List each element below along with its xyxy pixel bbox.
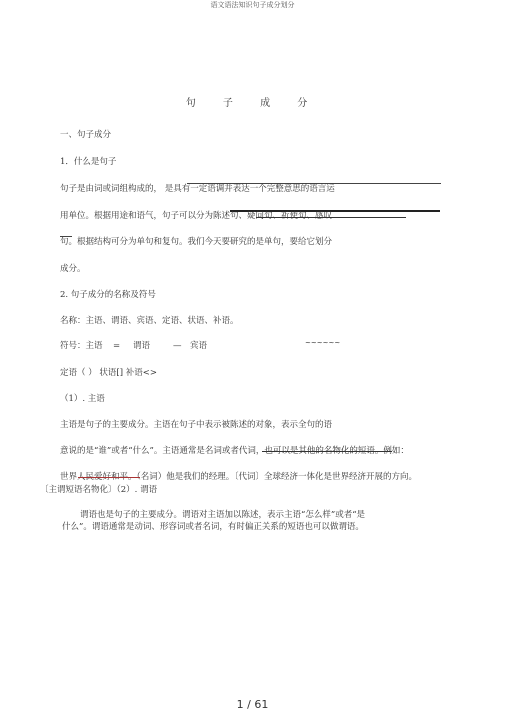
subsection-heading-1: 1．什么是句子 — [60, 157, 117, 167]
paragraph-3-line-1: 谓语也是句子的主要成分。谓语对主语加以陈述，表示主语“怎么样”或者“是 — [80, 510, 366, 520]
paragraph-2-line-4: 〔主谓短语名物化〕（2）. 谓语 — [40, 485, 158, 495]
predicate-symbol: — — [173, 341, 182, 351]
paragraph-3-line-2: 什么”。谓语通常是动词、形容词或者名词，有时偏正关系的短语也可以做谓语。 — [62, 522, 364, 532]
component-names: 名称：主语、谓语、宾语、定语、状语、补语。 — [60, 316, 239, 326]
subject-symbol: = — [113, 341, 121, 351]
paragraph-2-line-1: 主语是句子的主要成分。主语在句子中表示被陈述的对象，表示全句的语 — [60, 420, 333, 430]
paragraph-2-line-2: 意说的是“谁”或者“什么”。主语通常是名词或者代词，也可以是其他的名物化的短语。例如： — [60, 446, 409, 456]
modifier-symbols: 定语（ ） 状语[] 补语<> — [60, 368, 157, 378]
wavy-line-symbol: ~~~~~~ — [305, 339, 341, 347]
document-title: 句 子 成 分 — [185, 98, 320, 109]
strikethrough-mark — [256, 217, 406, 218]
symbol-label: 符号：主语 — [60, 341, 103, 351]
item-heading-subject: （1）. 主语 — [60, 394, 105, 404]
paragraph-1-line-4: 成分。 — [60, 264, 86, 274]
section-heading: 一、句子成分 — [60, 130, 112, 140]
predicate-label: 谓语 — [133, 341, 151, 351]
paragraph-1-line-3: 句。根据结构可分为单句和复句。我们今天要研究的是单句，要给它划分 — [60, 237, 333, 247]
page-number: 1 / 61 — [236, 698, 269, 711]
strikethrough-mark — [262, 451, 392, 452]
paragraph-1-line-2: 用单位。根据用途和语气，句子可以分为陈述句、疑问句、祈使句、感叹 — [60, 211, 333, 221]
paragraph-1-line-1: 句子是由词或词组构成的， 是具有一定语调并表达一个完整意思的语言运 — [60, 184, 335, 194]
subsection-heading-2: 2. 句子成分的名称及符号 — [60, 290, 156, 300]
strikethrough-mark — [78, 477, 140, 478]
object-label: 宾语 — [190, 341, 208, 351]
paragraph-2-line-3: 世界人民爱好和平。（名词）他是我们的经理。〔代词〕全球经济一体化是世界经济开展的方向。 — [60, 472, 418, 482]
page-header: 语文语法知识句子成分划分 — [210, 1, 295, 9]
